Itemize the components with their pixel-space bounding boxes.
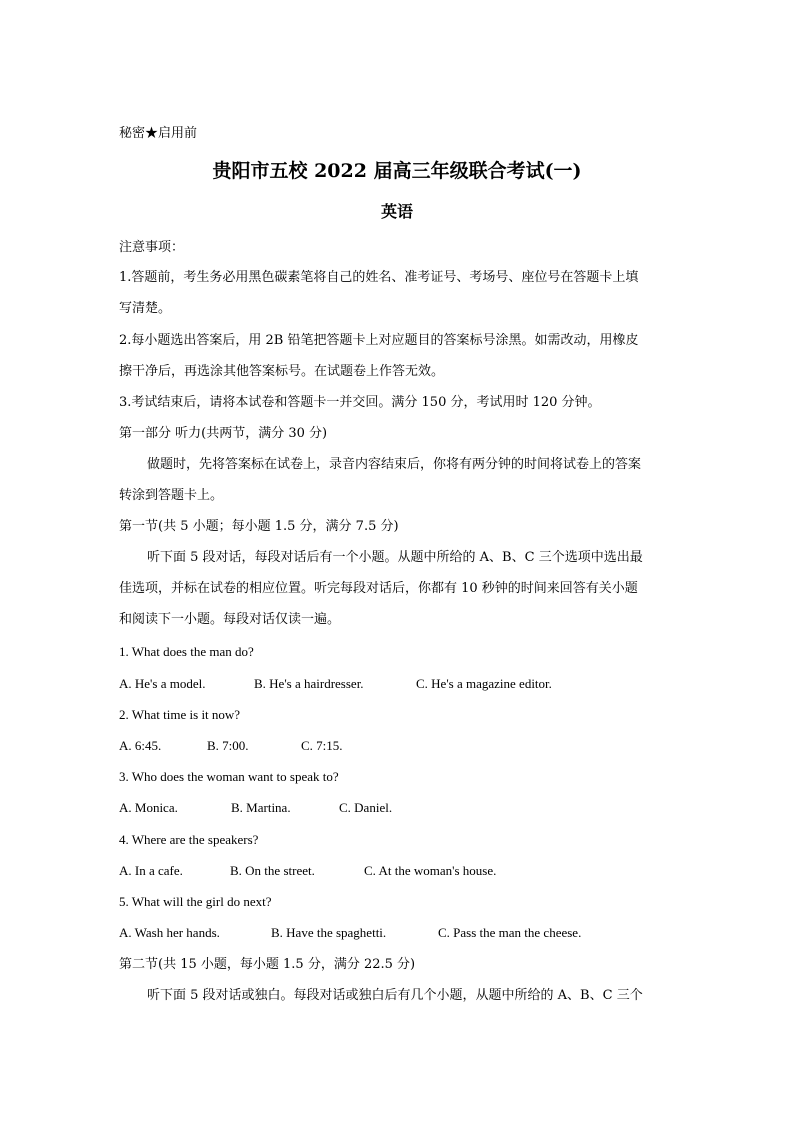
section1-intro-line-2: 佳选项，并标在试卷的相应位置。听完每段对话后，你都有 10 秒钟的时间来回答有关小题 [119,581,638,596]
notice-item-2-line-2: 擦干净后，再选涂其他答案标号。在试题卷上作答无效。 [119,364,445,379]
question-4-option-a: A. In a cafe. [119,863,183,878]
question-3-option-b: B. Martina. [231,800,291,815]
question-4-option-c: C. At the woman's house. [364,863,497,878]
question-3-option-a: A. Monica. [119,800,178,815]
notice-heading: 注意事项： [119,240,185,255]
question-5-option-b: B. Have the spaghetti. [271,925,387,940]
question-1-option-a: A. He's a model. [119,676,206,691]
section2-intro-line-1: 听下面 5 段对话或独白。每段对话或独白后有几个小题，从题中所给的 A、B、C 三个 [147,988,643,1003]
question-1-option-b: B. He's a hairdresser. [254,676,364,691]
question-2: 2. What time is it now? [119,707,241,722]
question-3: 3. Who does the woman want to speak to? [119,769,339,784]
confidential-label: 秘密★启用前 [119,126,198,141]
question-4-option-b: B. On the street. [230,863,315,878]
question-2-option-b: B. 7:00. [207,738,249,753]
question-5: 5. What will the girl do next? [119,894,272,909]
section1-intro-line-1: 听下面 5 段对话，每段对话后有一个小题。从题中所给的 A、B、C 三个选项中选出最 [147,550,643,565]
notice-item-3: 3.考试结束后，请将本试卷和答题卡一并交回。满分 150 分，考试用时 120 分钟。 [119,395,601,410]
part1-heading: 第一部分 听力(共两节，满分 30 分) [119,426,328,441]
question-3-option-c: C. Daniel. [339,800,393,815]
section1-intro-line-3: 和阅读下一小题。每段对话仅读一遍。 [119,612,341,627]
question-5-option-a: A. Wash her hands. [119,925,220,940]
question-1: 1. What does the man do? [119,644,254,659]
question-2-option-a: A. 6:45. [119,738,162,753]
question-1-option-c: C. He's a magazine editor. [416,676,552,691]
notice-item-1-line-2: 写清楚。 [119,301,172,316]
section2-heading: 第二节(共 15 小题，每小题 1.5 分，满分 22.5 分) [119,957,416,972]
question-4: 4. Where are the speakers? [119,832,259,847]
question-2-option-c: C. 7:15. [301,738,343,753]
subject-title: 英语 [380,202,413,221]
part1-intro-line-2: 转涂到答题卡上。 [119,488,224,503]
question-5-option-c: C. Pass the man the cheese. [438,925,582,940]
part1-intro-line-1: 做题时，先将答案标在试卷上，录音内容结束后，你将有两分钟的时间将试卷上的答案 [147,457,642,472]
exam-title: 贵阳市五校 2022 届高三年级联合考试(一) [212,160,582,182]
notice-item-1-line-1: 1.答题前，考生务必用黑色碳素笔将自己的姓名、准考证号、考场号、座位号在答题卡上填 [119,270,639,285]
section1-heading: 第一节(共 5 小题；每小题 1.5 分，满分 7.5 分) [119,519,399,534]
notice-item-2-line-1: 2.每小题选出答案后，用 2B 铅笔把答题卡上对应题目的答案标号涂黑。如需改动，用橡皮 [119,333,639,348]
